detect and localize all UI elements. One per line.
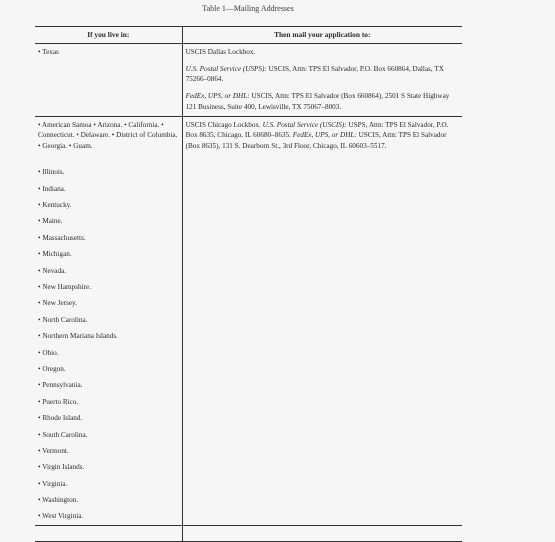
row3-states-cell bbox=[35, 526, 182, 542]
list-item: • Washington. bbox=[38, 496, 79, 505]
mailing-addresses-table bbox=[35, 26, 462, 542]
table-caption: Table 1—Mailing Addresses bbox=[202, 4, 294, 13]
list-item: • Ohio. bbox=[38, 348, 59, 357]
list-item: • New Jersey. bbox=[38, 299, 77, 308]
courier-label: FedEx, UPS, or DHL: bbox=[292, 131, 357, 140]
dallas-lockbox: USCIS Dallas Lockbox. bbox=[185, 48, 256, 56]
list-item: • North Carolina. bbox=[38, 315, 88, 324]
list-item: • Puerto Rico. bbox=[38, 397, 79, 406]
row1-states-cell bbox=[35, 44, 182, 117]
row3-address-cell bbox=[182, 526, 462, 542]
state-texas: • Texas bbox=[38, 48, 59, 56]
list-item: • Vermont. bbox=[38, 446, 69, 455]
dallas-usps-address bbox=[186, 64, 459, 85]
list-item: • Virginia. bbox=[38, 479, 68, 488]
list-item: • Michigan. bbox=[38, 250, 72, 259]
list-item: • Oregon. bbox=[38, 364, 66, 373]
chicago-lockbox: USCIS Chicago Lockbox. bbox=[185, 121, 263, 130]
row1-address-cell bbox=[182, 44, 462, 117]
dallas-courier-address bbox=[186, 91, 459, 112]
table-row bbox=[35, 117, 462, 526]
table-header-row bbox=[35, 27, 462, 44]
list-item: • Northern Mariana Islands. bbox=[38, 332, 118, 341]
list-item: • South Carolina. bbox=[38, 430, 88, 439]
list-item: • Massachusetts. bbox=[38, 233, 86, 242]
usps-label: U.S. Postal Service (USCIS): bbox=[262, 121, 347, 130]
usps-label: U.S. Postal Service (USPS): bbox=[185, 64, 267, 73]
usps-address-text: USCIS, Attn: TPS El Salvador, P.O. Box 660864, Dallas, TX 75266–0864. bbox=[185, 64, 444, 84]
list-item: • New Hampshire. bbox=[38, 282, 92, 291]
list-item: • Rhode Island. bbox=[38, 414, 83, 423]
header-if-you-live-in: If you live in: bbox=[35, 27, 182, 44]
courier-label: FedEx, UPS, or DHL: bbox=[185, 92, 250, 101]
chicago-address bbox=[186, 120, 459, 151]
list-item: • Kentucky. bbox=[38, 201, 72, 210]
header-mail-to: Then mail your application to: bbox=[182, 27, 462, 44]
list-item: • Virgin Islands. bbox=[38, 463, 85, 472]
list-item: • Illinois. bbox=[38, 168, 65, 177]
list-item: • Pennsylvania. bbox=[38, 381, 83, 390]
courier-address-text: USCIS, Attn: TPS El Salvador (Box 660864), 2501 S State Highway 121 Business, Suite 400, Lewisville, TX 75067–8003. bbox=[185, 92, 450, 111]
state-intro-list: • American Samoa • Arizona. • California. • Connecticut. • Delaware. • District of Columbia. • Georgia. • Guam. bbox=[38, 121, 178, 150]
list-item: • Maine. bbox=[38, 217, 63, 226]
courier-address-text: USCIS, Attn: TPS El Salvador (Box 8635), 131 S. Dearborn St., 3rd Floor, Chicago, IL 60603–5517. bbox=[185, 131, 447, 150]
list-item: • West Virginia. bbox=[38, 512, 84, 521]
list-item: • Indiana. bbox=[38, 184, 66, 193]
table-row bbox=[35, 526, 462, 542]
list-item: • Nevada. bbox=[38, 266, 67, 275]
table-row bbox=[35, 44, 462, 117]
row2-address-cell bbox=[182, 117, 462, 526]
usps-address-text: USPS, Attn: TPS El Salvador, P.O. Box 8635, Chicago, IL 60680–8635. bbox=[185, 121, 449, 140]
state-list bbox=[38, 167, 179, 521]
row2-states-cell bbox=[35, 117, 182, 526]
